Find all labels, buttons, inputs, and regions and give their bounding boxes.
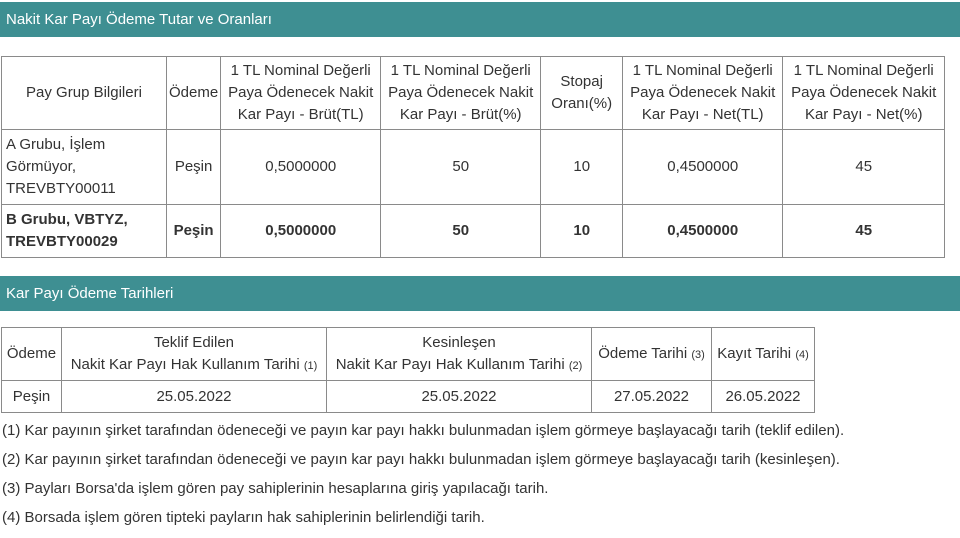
col-header-gross-tl: 1 TL Nominal Değerli Paya Ödenecek Nakit Kar Payı - Brüt(TL) xyxy=(221,57,381,130)
cell-withholding: 10 xyxy=(541,130,623,205)
proposed-date-line1: Teklif Edilen xyxy=(153,333,235,351)
final-date-line2: Nakit Kar Payı Hak Kullanım Tarihi xyxy=(335,355,565,373)
footnote-4: (4) Borsada işlem gören tipteki payların hak sahiplerinin belirlendiği tarih. xyxy=(2,509,485,526)
col-header-withholding: Stopaj Oranı(%) xyxy=(541,57,623,130)
col-header-proposed-date xyxy=(62,328,327,381)
cell-gross-tl: 0,5000000 xyxy=(221,205,381,258)
col-header-final-date xyxy=(327,328,592,381)
footnote-ref-4: (4) xyxy=(795,348,809,361)
cell-record-date: 26.05.2022 xyxy=(712,381,815,413)
cell-proposed-date: 25.05.2022 xyxy=(62,381,327,413)
cell-net-tl: 0,4500000 xyxy=(623,205,783,258)
cell-payment: Peşin xyxy=(167,205,221,258)
cell-final-date: 25.05.2022 xyxy=(327,381,592,413)
col-header-share-group: Pay Grup Bilgileri xyxy=(2,57,167,130)
cell-withholding: 10 xyxy=(541,205,623,258)
cell-gross-pct: 50 xyxy=(381,130,541,205)
section-header-payment-dates: Kar Payı Ödeme Tarihleri xyxy=(0,276,960,311)
col-header-payment: Ödeme xyxy=(2,328,62,381)
cell-share-group: A Grubu, İşlem Görmüyor, TREVBTY00011 xyxy=(2,130,167,205)
cell-net-pct: 45 xyxy=(783,205,945,258)
footnote-ref-1: (1) xyxy=(303,359,318,372)
cell-net-tl: 0,4500000 xyxy=(623,130,783,205)
cell-share-group: B Grubu, VBTYZ, TREVBTY00029 xyxy=(2,205,167,258)
cell-payment: Peşin xyxy=(167,130,221,205)
cell-gross-tl: 0,5000000 xyxy=(221,130,381,205)
payment-dates-table xyxy=(1,327,815,413)
col-header-net-tl: 1 TL Nominal Değerli Paya Ödenecek Nakit Kar Payı - Net(TL) xyxy=(623,57,783,130)
col-header-gross-pct: 1 TL Nominal Değerli Paya Ödenecek Nakit Kar Payı - Brüt(%) xyxy=(381,57,541,130)
final-date-line1: Kesinleşen xyxy=(422,333,496,351)
proposed-date-line2: Nakit Kar Payı Hak Kullanım Tarihi xyxy=(70,355,300,373)
cell-net-pct: 45 xyxy=(783,130,945,205)
cell-payment-date: 27.05.2022 xyxy=(592,381,712,413)
col-header-payment: Ödeme xyxy=(167,57,221,130)
cell-gross-pct: 50 xyxy=(381,205,541,258)
col-header-record-date xyxy=(712,328,815,381)
cell-payment: Peşin xyxy=(2,381,62,413)
footnotes xyxy=(2,420,844,536)
col-header-payment-date xyxy=(592,328,712,381)
footnote-3: (3) Payları Borsa'da işlem gören pay sahiplerinin hesaplarına giriş yapılacağı tarih. xyxy=(2,480,549,497)
footnote-ref-2: (2) xyxy=(568,359,583,372)
table-row xyxy=(2,205,945,258)
footnote-ref-3: (3) xyxy=(691,348,705,361)
table-row xyxy=(2,130,945,205)
dividend-amounts-table xyxy=(1,56,945,258)
table-row xyxy=(2,381,815,413)
col-header-net-pct: 1 TL Nominal Değerli Paya Ödenecek Nakit Kar Payı - Net(%) xyxy=(783,57,945,130)
payment-date-label: Ödeme Tarihi xyxy=(598,344,688,362)
record-date-label: Kayıt Tarihi xyxy=(717,344,792,362)
table-header-row xyxy=(2,57,945,130)
section-header-dividend-amounts: Nakit Kar Payı Ödeme Tutar ve Oranları xyxy=(0,2,960,37)
footnote-2: (2) Kar payının şirket tarafından ödeneceği ve payın kar payı hakkı bulunmadan işlem görmeye başlayacağı tarih (kesinleşen). xyxy=(2,451,840,468)
footnote-1: (1) Kar payının şirket tarafından ödeneceği ve payın kar payı hakkı bulunmadan işlem görmeye başlayacağı tarih (teklif edilen). xyxy=(2,422,845,439)
table-header-row xyxy=(2,328,815,381)
